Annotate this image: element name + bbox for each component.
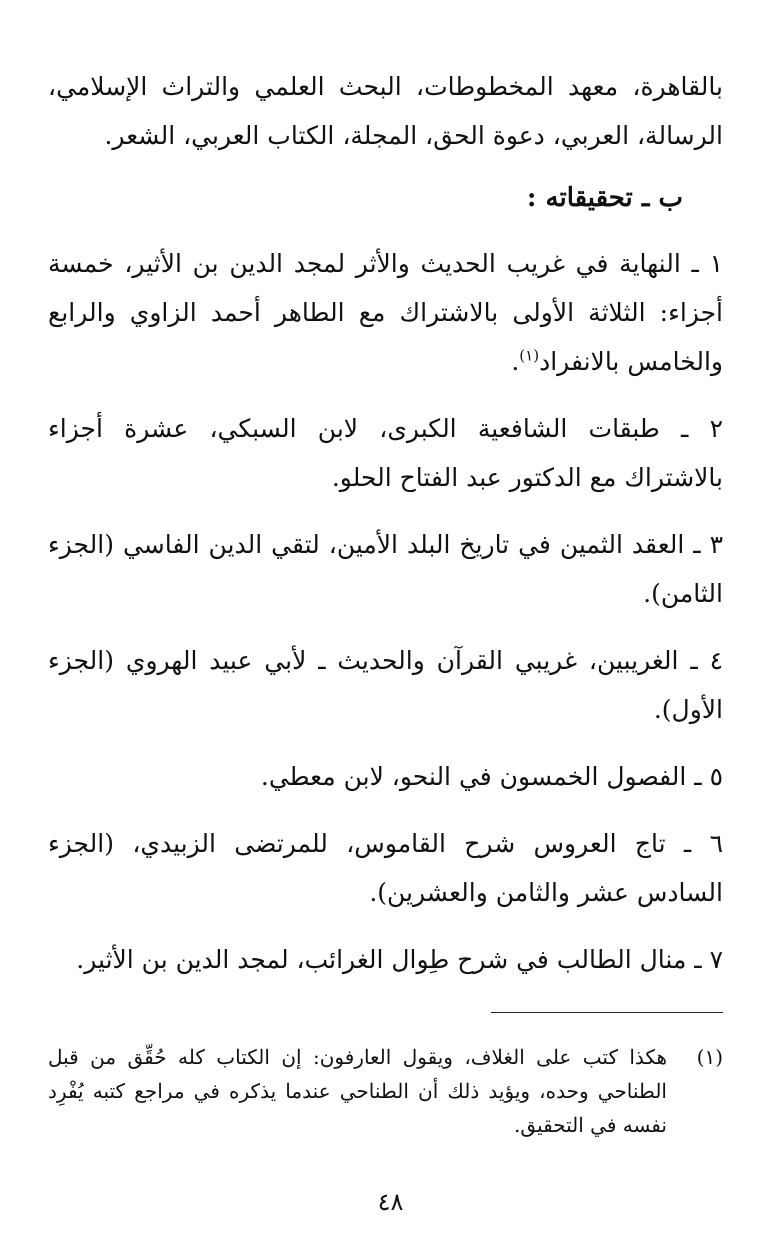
list-item-2: ٢ ـ طبقات الشافعية الكبرى، لابن السبكي، عشرة أجزاء بالاشتراك مع الدكتور عبد الفتاح الحلو. — [48, 414, 723, 492]
footnote — [48, 1040, 723, 1142]
footnote-number: (١) — [696, 1045, 723, 1069]
list-item-4: ٤ ـ الغريبين، غريبي القرآن والحديث ـ لأبي عبيد الهروي (الجزء الأول). — [48, 646, 723, 724]
footnote-divider — [491, 1012, 723, 1013]
page-number: ٤٨ — [377, 1188, 404, 1216]
list-item-1-text: ١ ـ النهاية في غريب الحديث والأثر لمجد الدين بن الأثير، خمسة أجزاء: الثلاثة الأولى بالاشتراك مع الطاهر أحمد الزاوي والرابع والخامس بالانفراد — [48, 249, 723, 376]
list-item-1 — [48, 239, 723, 386]
list-item-5: ٥ ـ الفصول الخمسون في النحو، لابن معطي. — [260, 762, 723, 791]
footnote-reference[interactable]: (١) — [519, 346, 540, 365]
list-item-3: ٣ ـ العقد الثمين في تاريخ البلد الأمين، لتقي الدين الفاسي (الجزء الثامن). — [48, 530, 723, 608]
list-item-7: ٧ ـ منال الطالب في شرح طِوال الغرائب، لمجد الدين بن الأثير. — [76, 945, 723, 974]
list-item-6: ٦ ـ تاج العروس شرح القاموس، للمرتضى الزبيدي، (الجزء السادس عشر والثامن والعشرين). — [48, 829, 723, 907]
section-heading: ب ـ تحقيقاته : — [526, 183, 683, 213]
intro-paragraph: بالقاهرة، معهد المخطوطات، البحث العلمي والتراث الإسلامي، الرسالة، العربي، دعوة الحق، المجلة، الكتاب العربي، الشعر. — [48, 72, 723, 150]
footnote-text: هكذا كتب على الغلاف، ويقول العارفون: إن الكتاب كله حُقِّق من قبل الطناحي وحده، ويؤيد ذلك أن الطناحي عندما يذكره في مراجع كتبه يُفْرِد نفسه في التحقيق. — [48, 1045, 667, 1137]
list-item-1-end: . — [511, 347, 520, 376]
page-body — [48, 62, 723, 1002]
